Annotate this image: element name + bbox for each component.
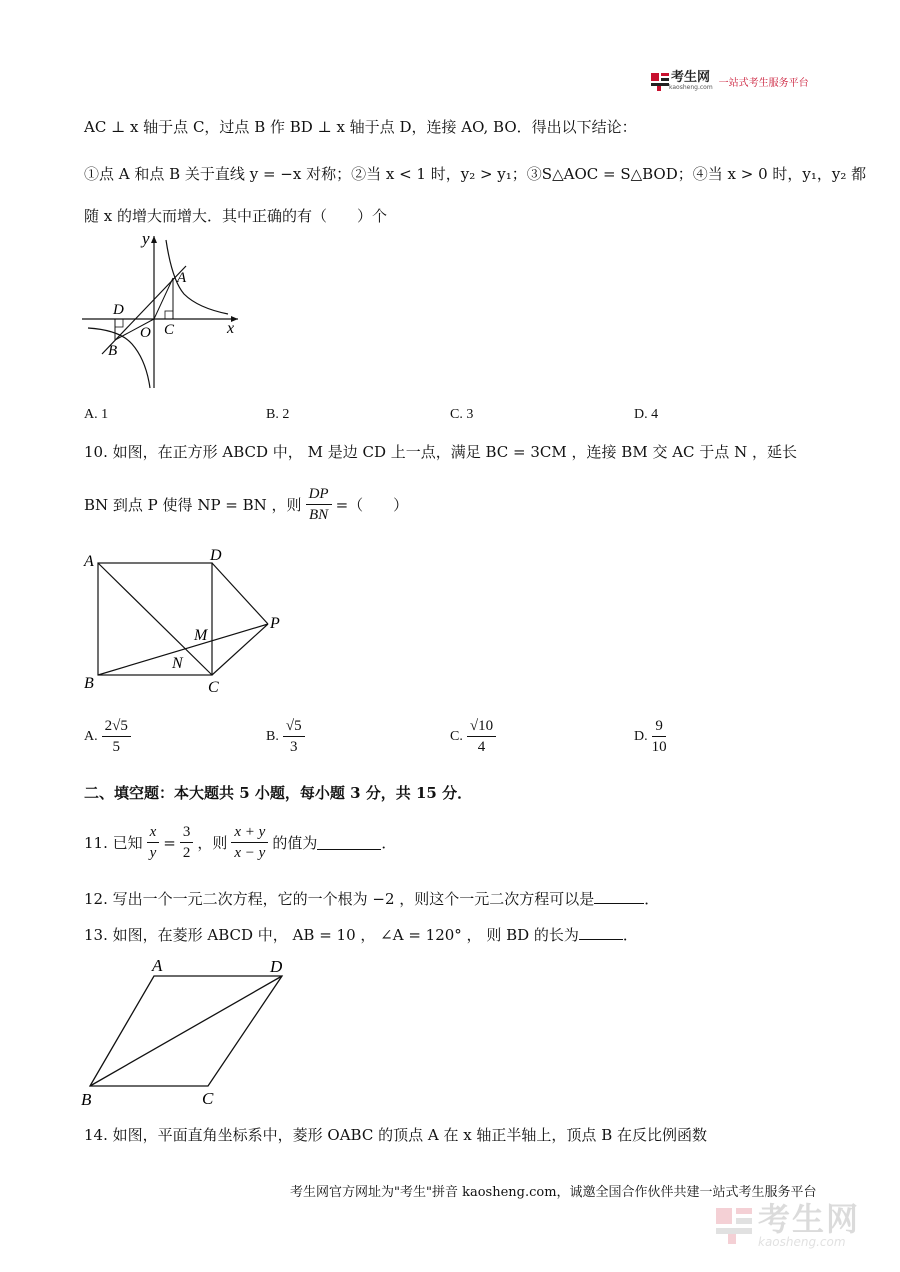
label-x: x xyxy=(227,320,235,337)
label-a: A xyxy=(152,956,163,975)
segment-cp xyxy=(212,624,268,675)
q12-answer-blank[interactable] xyxy=(594,889,644,904)
q11-frac-expr xyxy=(231,822,268,863)
q10-frac-den: BN xyxy=(308,507,329,523)
segment-ao xyxy=(154,278,173,319)
q10-option-d-den: 10 xyxy=(651,739,667,755)
q10-option-a-num: 2√5 xyxy=(102,716,131,737)
q10-option-c-num: √10 xyxy=(467,716,496,737)
q9-option-a[interactable]: A. 1 xyxy=(84,407,109,422)
section-heading-fill-in: 二、填空题：本大题共 5 小题，每小题 3 分，共 15 分． xyxy=(84,784,473,802)
q9-option-c[interactable]: C. 3 xyxy=(450,407,474,422)
label-y: y xyxy=(142,229,150,248)
q14-line: 14. 如图，平面直角坐标系中，菱形 OABC 的顶点 A 在 x 轴正半轴上，顶点 B 在反比例函数 xyxy=(84,1126,707,1144)
label-a: A xyxy=(177,270,187,286)
q10-line1: 10. 如图，在正方形 ABCD 中， M 是边 CD 上一点，满足 BC = 3CM ，连接 BM 交 AC 于点 N ，延长 xyxy=(84,443,797,461)
label-a: A xyxy=(84,553,94,570)
q10-option-a-frac xyxy=(102,716,131,757)
q12-end: ． xyxy=(644,890,660,908)
q13-line xyxy=(84,924,638,945)
q11-mid: ，则 xyxy=(197,834,228,852)
q10-option-b-letter: B. xyxy=(266,728,279,744)
q10-fraction xyxy=(306,484,332,525)
header-tagline: 一站式考生服务平台 xyxy=(718,78,809,89)
logo-icon xyxy=(651,73,669,91)
q11-eq: = xyxy=(163,833,176,852)
q13-end: ． xyxy=(622,926,638,944)
q9-graph-figure xyxy=(80,228,250,394)
q11-f2-den: 2 xyxy=(182,845,191,861)
q10-option-d-num: 9 xyxy=(652,716,666,737)
label-d: D xyxy=(270,957,283,976)
right-angle-d xyxy=(115,319,123,327)
q10-option-d-frac xyxy=(652,716,667,757)
footer-note: 考生网官方网址为"考生"拼音 kaosheng.com，诚邀全国合作伙伴共建一站式考生服务平台 xyxy=(290,1185,817,1200)
watermark-domain: kaosheng.com xyxy=(758,1235,846,1249)
logo-domain: kaosheng.com xyxy=(669,84,713,91)
q10-line2 xyxy=(84,484,408,525)
q10-option-c-frac xyxy=(467,716,496,757)
watermark xyxy=(716,1200,861,1249)
label-b: B xyxy=(108,343,118,359)
q10-option-a-letter: A. xyxy=(84,728,98,744)
label-b: B xyxy=(84,675,94,692)
q9-line3: 随 x 的增大而增大．其中正确的有（ ）个 xyxy=(84,207,387,225)
q10-option-b-den: 3 xyxy=(289,739,298,755)
label-d: D xyxy=(210,547,222,564)
q11-f3-den: x − y xyxy=(234,845,266,861)
q11-f1-num: x xyxy=(147,822,160,843)
q10-option-d[interactable] xyxy=(634,716,671,757)
q11-answer-blank[interactable] xyxy=(317,835,381,850)
q9-line1: AC ⊥ x 轴于点 C，过点 B 作 BD ⊥ x 轴于点 D，连接 AO, BO．得出以下结论： xyxy=(84,118,637,136)
q10-option-c[interactable] xyxy=(450,716,500,757)
q13-rhombus-figure xyxy=(78,954,298,1110)
q10-option-d-letter: D. xyxy=(634,728,648,744)
q10-line2-pre: BN 到点 P 使得 NP = BN ，则 xyxy=(84,496,302,514)
label-c: C xyxy=(202,1089,214,1108)
diagonal-bd xyxy=(90,976,282,1086)
q13-answer-blank[interactable] xyxy=(579,925,623,940)
header-logo xyxy=(651,72,809,91)
q10-option-b[interactable] xyxy=(266,716,309,757)
watermark-name: 考生网 xyxy=(758,1200,861,1238)
q10-option-c-letter: C. xyxy=(450,728,463,744)
q11-post: 的值为 xyxy=(272,834,318,852)
logo-name: 考生网 xyxy=(671,70,711,85)
label-c: C xyxy=(164,322,175,338)
label-c: C xyxy=(208,679,219,696)
label-d: D xyxy=(113,302,124,318)
q9-option-d[interactable]: D. 4 xyxy=(634,407,659,422)
label-n: N xyxy=(172,655,183,672)
q11-f1-den: y xyxy=(149,845,157,861)
q12-text: 12. 写出一个一元二次方程，它的一个根为 −2 ，则这个一元二次方程可以是 xyxy=(84,890,595,908)
q10-option-a-den: 5 xyxy=(112,739,120,755)
q10-line2-post: =（ ） xyxy=(335,496,409,514)
q10-option-c-den: 4 xyxy=(477,739,486,755)
q11-f3-num: x + y xyxy=(231,822,268,843)
q9-line2: ①点 A 和点 B 关于直线 y = −x 对称；②当 x < 1 时，y₂ > y₁；③S△AOC = S△BOD；④当 x > 0 时，y₁，y₂ 都 xyxy=(84,165,867,183)
q10-option-a[interactable] xyxy=(84,716,135,757)
q12-line xyxy=(84,888,659,909)
q11-end: ． xyxy=(381,834,397,852)
watermark-logo-icon xyxy=(716,1208,752,1244)
q10-option-b-num: √5 xyxy=(283,716,305,737)
label-p: P xyxy=(270,615,280,632)
q11-f2-num: 3 xyxy=(180,822,194,843)
y-axis-arrow xyxy=(151,236,157,243)
q13-text: 13. 如图，在菱形 ABCD 中， AB = 10 ， ∠A = 120° ， 则 BD 的长为 xyxy=(84,926,579,944)
label-b: B xyxy=(81,1090,92,1109)
q11-pre: 11. 已知 xyxy=(84,834,143,852)
right-angle-c xyxy=(165,311,173,319)
q10-square-figure xyxy=(80,540,290,700)
q9-option-b[interactable]: B. 2 xyxy=(266,407,290,422)
q10-frac-num: DP xyxy=(306,484,332,505)
q11-frac-xy xyxy=(147,822,160,863)
label-m: M xyxy=(194,627,208,644)
q11-line xyxy=(84,822,396,863)
line-bp xyxy=(98,624,268,675)
segment-dp xyxy=(212,563,268,624)
q10-option-b-frac xyxy=(283,716,305,757)
label-o: O xyxy=(140,325,151,341)
q11-frac-3-2 xyxy=(180,822,194,863)
